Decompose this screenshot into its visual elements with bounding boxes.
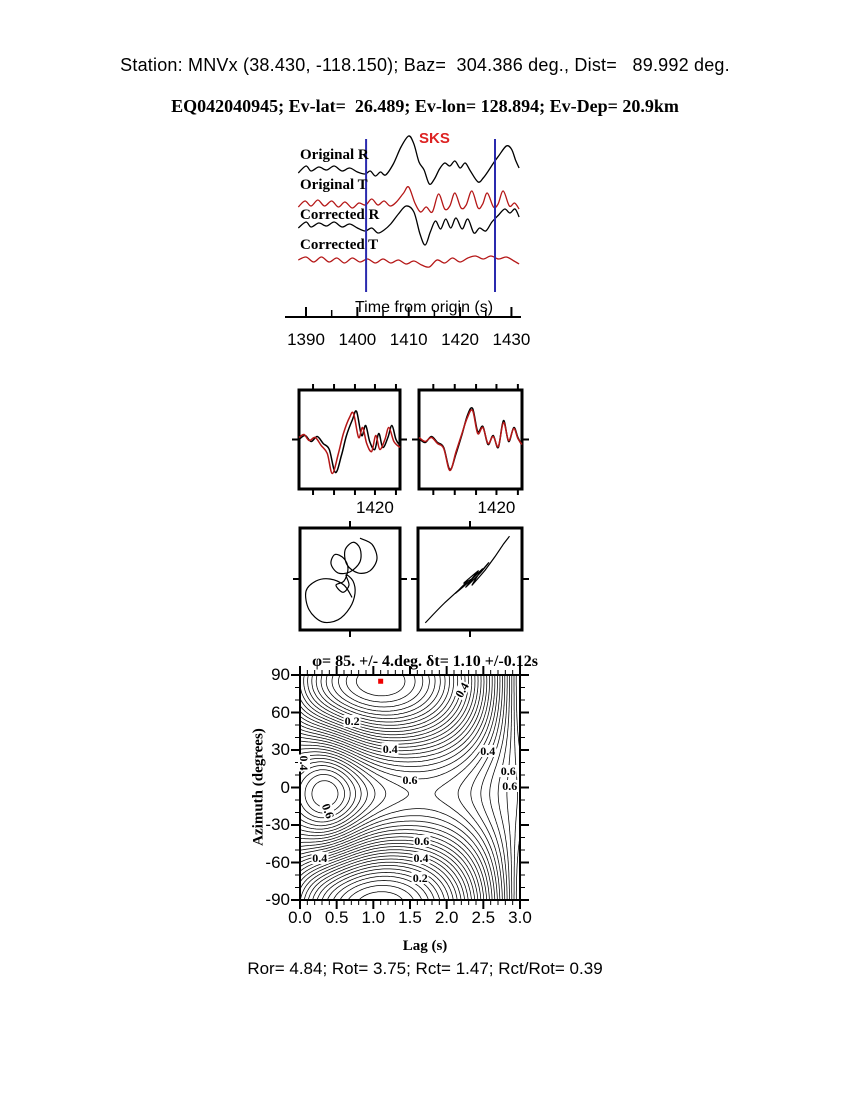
trace-label-original-r: Original R: [300, 147, 369, 163]
contour-level-0.475: [296, 675, 487, 900]
particle-after-path: [425, 536, 509, 623]
particle-before-path: [306, 538, 377, 622]
contour-value-label: 0.4: [382, 741, 398, 756]
trace-label-original-t: Original T: [300, 177, 368, 193]
trace-label-corrected-t: Corrected T: [300, 237, 379, 253]
time-tick-label: 1390: [287, 330, 325, 349]
time-axis-label: Time from origin (s): [355, 299, 494, 316]
azimuth-axis-label: Azimuth (degrees): [250, 728, 267, 846]
lag-tick-label: 0.5: [324, 908, 349, 927]
contour-value-label: 0.4: [480, 744, 496, 759]
contour-level-0.250: [304, 675, 458, 900]
event-title: EQ042040945; Ev-lat= 26.489; Ev-lon= 128.894; Ev-Dep= 20.9km: [171, 96, 679, 116]
contour-value-label: 0.6: [502, 779, 518, 794]
fast-slow-before-fast-trace: [299, 411, 400, 473]
lag-tick-label: 1.5: [398, 908, 422, 927]
contour-value-label: 0.6: [414, 834, 430, 849]
contour-level-0.500: [296, 675, 490, 900]
time-tick-label: 1430: [492, 330, 531, 349]
contour-value-label: 0.2: [412, 870, 428, 885]
error-surface-box: [296, 675, 520, 900]
lag-tick-label: 2.5: [471, 908, 496, 927]
contour-level-0.200: [312, 675, 450, 900]
contour-value-label: 0.2: [344, 714, 360, 729]
azimuth-tick-label: 30: [271, 740, 290, 759]
station-title: Station: MNVx (38.430, -118.150); Baz= 304.386 deg., Dist= 89.992 deg.: [120, 55, 730, 75]
lag-axis-label: Lag (s): [402, 938, 448, 954]
contour-value-label: 0.6: [402, 773, 418, 787]
contour-value-label: 0.6: [318, 801, 338, 821]
fast-slow-after-slow-trace: [419, 410, 522, 471]
azimuth-tick-label: -90: [265, 890, 290, 909]
contour-level-0.350: [296, 675, 472, 900]
contour-level-0.125: [326, 675, 435, 900]
fast-slow-tick-label: 1420: [356, 498, 394, 517]
time-tick-label: 1410: [389, 330, 428, 349]
contour-level-0.525: [296, 675, 492, 900]
time-tick-label: 1420: [441, 330, 479, 349]
trace-corrected-t: [298, 256, 519, 267]
phase-label: SKS: [419, 130, 450, 147]
contour-value-label: 0.4: [452, 680, 472, 700]
azimuth-tick-label: -30: [265, 815, 290, 834]
contour-level-0.425: [296, 675, 481, 900]
trace-label-corrected-r: Corrected R: [300, 207, 380, 223]
splitting-result-title: φ= 85. +/- 4.deg. δt= 1.10 +/-0.12s: [312, 653, 538, 670]
azimuth-tick-label: 90: [271, 665, 290, 684]
lag-tick-label: 1.0: [361, 908, 386, 927]
contour-level-0.075: [339, 675, 423, 900]
energy-ratio-stats: Ror= 4.84; Rot= 3.75; Rct= 1.47; Rct/Rot= 0.39: [247, 959, 603, 978]
lag-tick-label: 3.0: [508, 908, 532, 927]
azimuth-tick-label: 60: [271, 702, 290, 722]
contour-value-label: 0.6: [500, 764, 516, 779]
contour-level-0.050: [346, 675, 415, 900]
fast-slow-after-fast-trace: [419, 408, 522, 470]
lag-tick-label: 2.0: [434, 908, 459, 927]
best-solution-marker: [378, 679, 383, 684]
lag-tick-label: 0.0: [288, 908, 312, 927]
azimuth-tick-label: -60: [265, 852, 290, 872]
fast-slow-tick-label: 1420: [477, 498, 516, 517]
contour-level-0.175: [316, 675, 445, 900]
contour-value-label: 0.4: [296, 755, 311, 770]
contour-level-0.400: [296, 675, 478, 900]
contour-level-0.100: [332, 675, 429, 900]
contour-level-0.450: [296, 675, 484, 900]
time-tick-label: 1400: [338, 330, 377, 349]
fast-slow-before-slow-trace: [299, 412, 400, 473]
contour-value-label: 0.4: [312, 850, 328, 865]
contour-value-label: 0.4: [413, 850, 429, 865]
azimuth-tick-label: 0: [280, 777, 290, 797]
